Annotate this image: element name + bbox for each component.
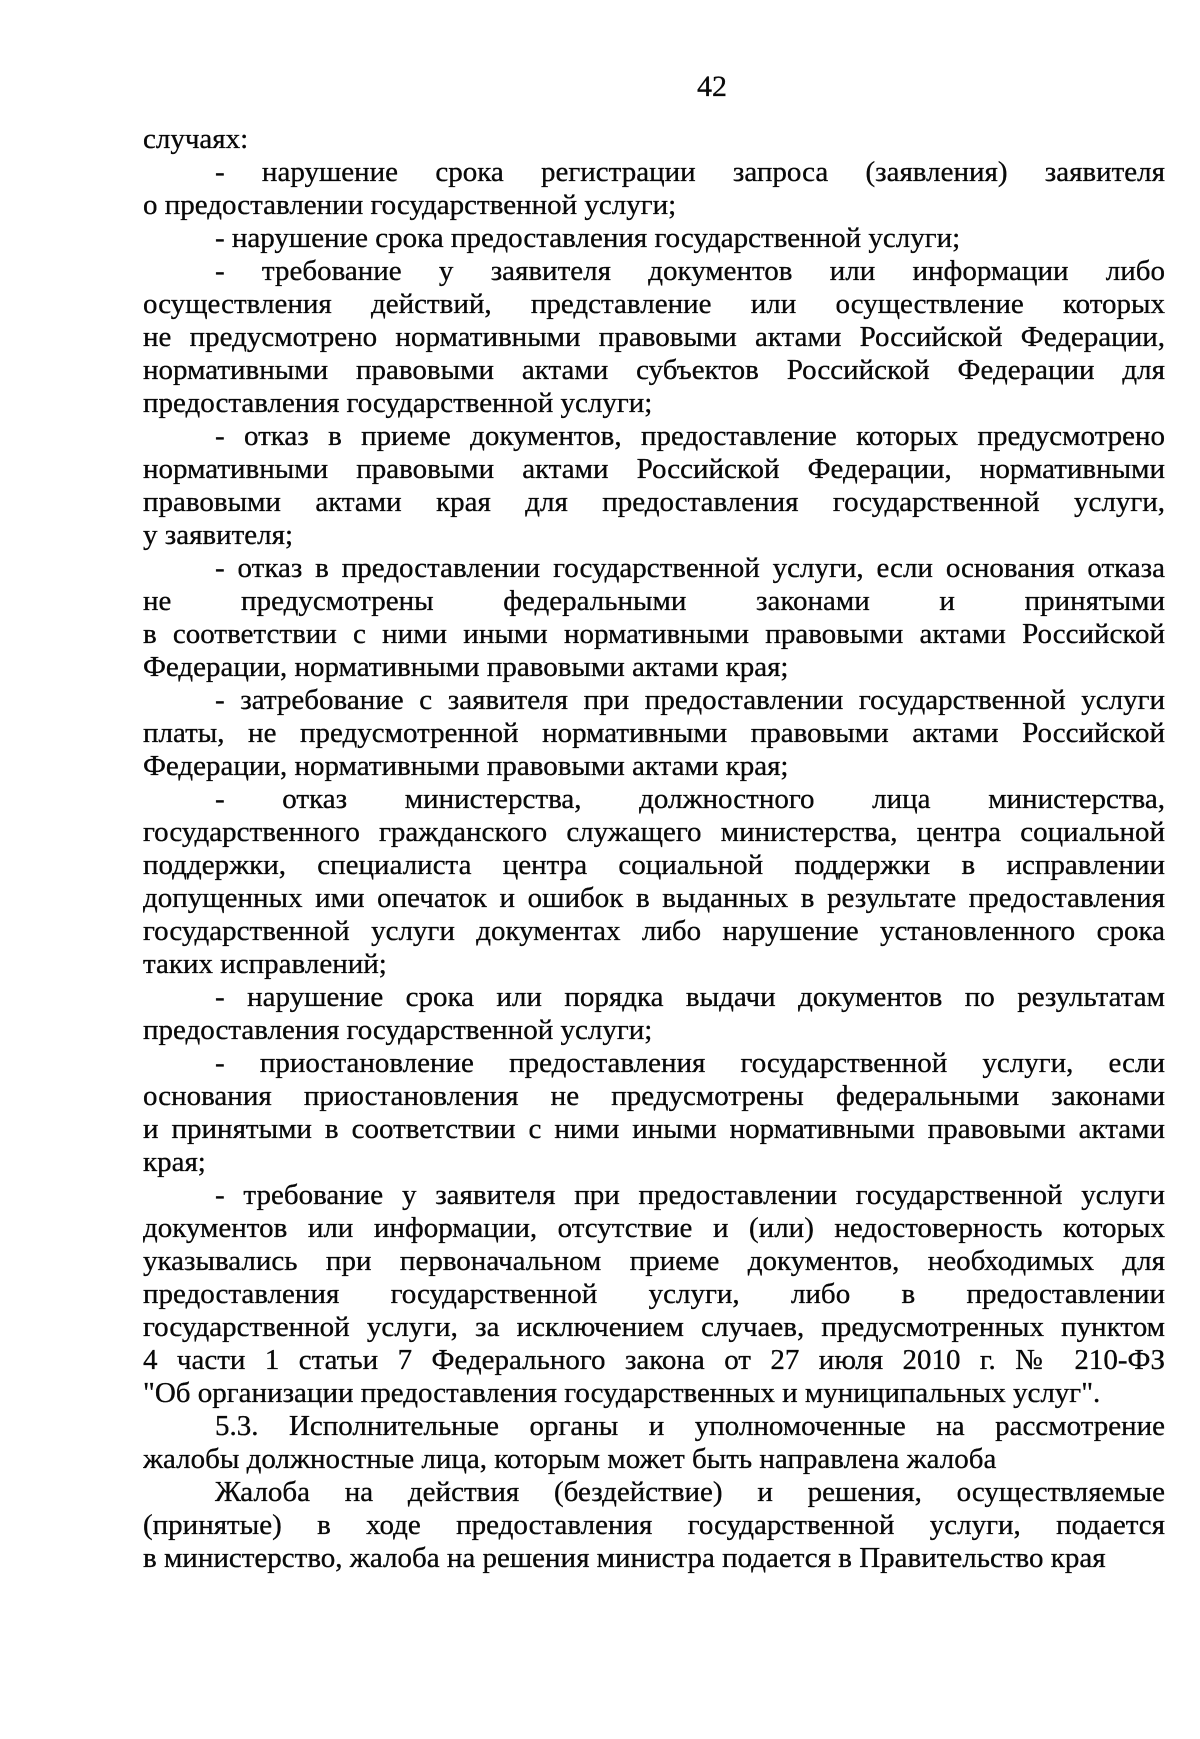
text-line: в министерство, жалоба на решения министра подается в Правительство края [143, 1542, 1106, 1574]
text-line: нормативными правовыми актами субъектов Российской Федерации для [143, 354, 1165, 386]
text-line: Федерации, нормативными правовыми актами края; [143, 651, 789, 683]
text-line: не предусмотрены федеральными законами и принятыми [143, 585, 1165, 617]
text-line: - затребование с заявителя при предоставлении государственной услуги [215, 684, 1165, 716]
text-line: в соответствии с ними иными нормативными правовыми актами Российской [143, 618, 1165, 650]
text-line: допущенных ими опечаток и ошибок в выданных в результате предоставления [143, 882, 1165, 914]
text-line: - нарушение срока или порядка выдачи документов по результатам [215, 981, 1165, 1013]
text-line: "Об организации предоставления государственных и муниципальных услуг". [143, 1377, 1101, 1409]
text-line: предоставления государственной услуги; [143, 387, 653, 419]
text-line: 4 части 1 статьи 7 Федерального закона от 27 июля 2010 г. № 210-ФЗ [143, 1344, 1165, 1376]
text-line: - отказ министерства, должностного лица министерства, [215, 783, 1165, 815]
text-line: - отказ в приеме документов, предоставление которых предусмотрено [215, 420, 1165, 452]
text-line: у заявителя; [143, 519, 294, 551]
text-line: государственной услуги, за исключением случаев, предусмотренных пунктом [143, 1311, 1165, 1343]
page-number: 42 [697, 70, 727, 103]
text-line: - нарушение срока предоставления государственной услуги; [215, 222, 961, 254]
text-line: и принятыми в соответствии с ними иными нормативными правовыми актами [143, 1113, 1165, 1145]
text-line: случаях: [143, 123, 249, 155]
text-line: осуществления действий, представление или осуществление которых [143, 288, 1165, 320]
text-line: документов или информации, отсутствие и (или) недостоверность которых [143, 1212, 1165, 1244]
text-line: края; [143, 1146, 206, 1178]
text-line: предоставления государственной услуги, либо в предоставлении [143, 1278, 1165, 1310]
text-line: жалобы должностные лица, которым может быть направлена жалоба [143, 1443, 997, 1475]
text-line: основания приостановления не предусмотрены федеральными законами [143, 1080, 1165, 1112]
text-line: указывались при первоначальном приеме документов, необходимых для [143, 1245, 1165, 1277]
text-line: - отказ в предоставлении государственной услуги, если основания отказа [215, 552, 1165, 584]
text-line: не предусмотрено нормативными правовыми актами Российской Федерации, [143, 321, 1165, 353]
text-line: (принятые) в ходе предоставления государственной услуги, подается [143, 1509, 1165, 1541]
text-line: Федерации, нормативными правовыми актами края; [143, 750, 789, 782]
text-line: нормативными правовыми актами Российской Федерации, нормативными [143, 453, 1165, 485]
text-line: таких исправлений; [143, 948, 387, 980]
text-line: платы, не предусмотренной нормативными правовыми актами Российской [143, 717, 1165, 749]
text-line: поддержки, специалиста центра социальной поддержки в исправлении [143, 849, 1165, 881]
text-line: государственного гражданского служащего министерства, центра социальной [143, 816, 1165, 848]
text-line: - нарушение срока регистрации запроса (заявления) заявителя [215, 156, 1165, 188]
text-line: о предоставлении государственной услуги; [143, 189, 677, 221]
text-line: Жалоба на действия (бездействие) и решения, осуществляемые [215, 1476, 1165, 1508]
text-line: - приостановление предоставления государственной услуги, если [215, 1047, 1165, 1079]
text-line: государственной услуги документах либо нарушение установленного срока [143, 915, 1165, 947]
text-line: 5.3. Исполнительные органы и уполномоченные на рассмотрение [215, 1410, 1165, 1442]
document-text [143, 123, 1165, 1575]
text-line: предоставления государственной услуги; [143, 1014, 653, 1046]
text-line: правовыми актами края для предоставления государственной услуги, [143, 486, 1165, 518]
text-line: - требование у заявителя при предоставлении государственной услуги [215, 1179, 1165, 1211]
text-line: - требование у заявителя документов или информации либо [215, 255, 1165, 287]
